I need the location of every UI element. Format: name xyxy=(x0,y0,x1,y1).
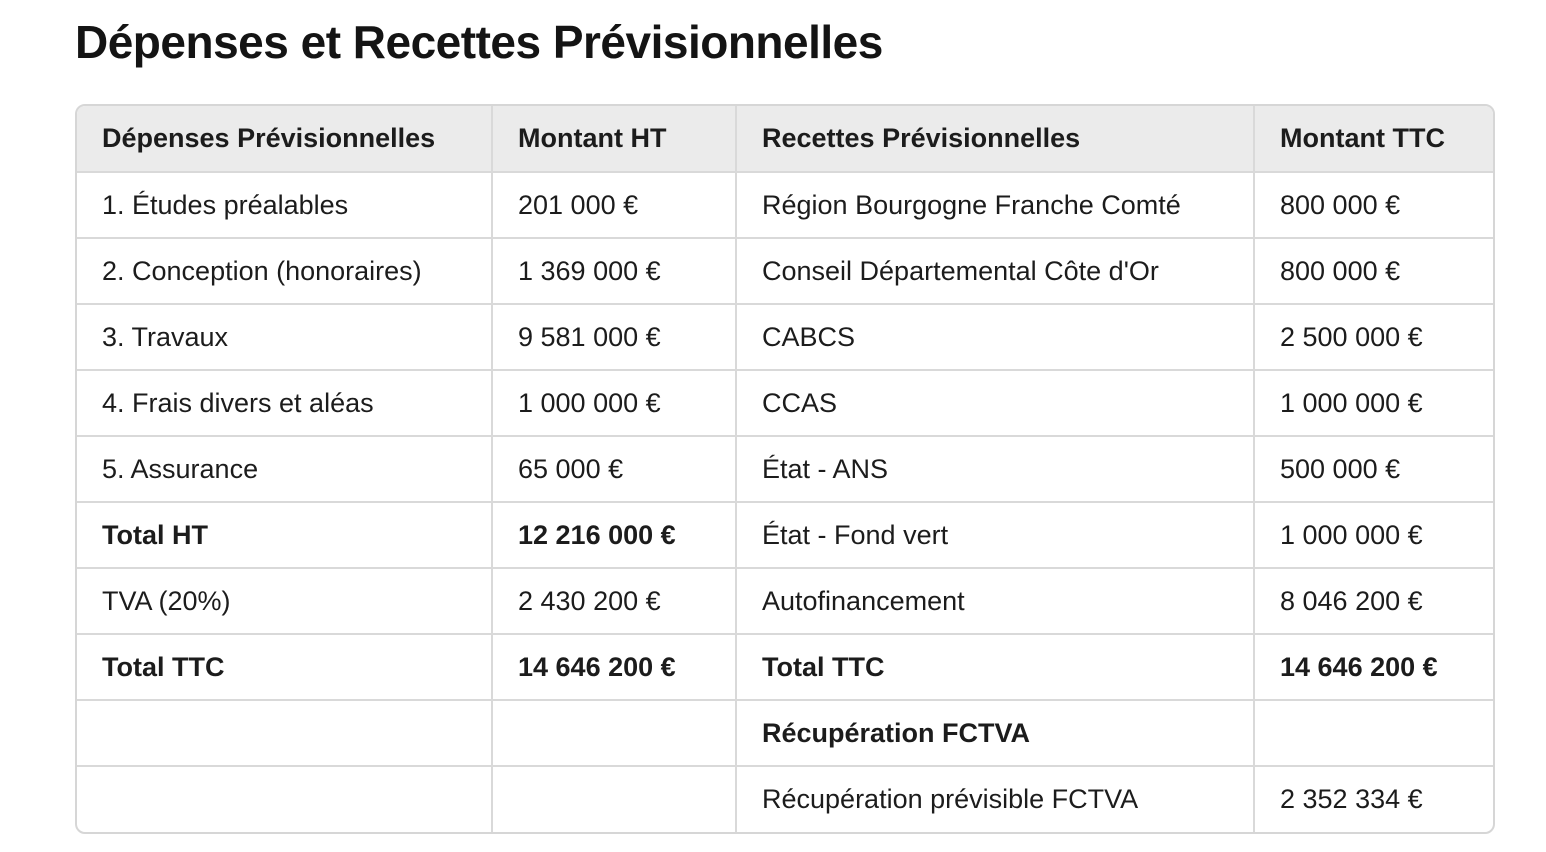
montant-ht-cell: 1 369 000 € xyxy=(492,238,736,304)
table-row xyxy=(77,700,1493,766)
header-montant-ttc: Montant TTC xyxy=(1254,106,1493,172)
recette-cell: Conseil Départemental Côte d'Or xyxy=(736,238,1254,304)
recette-cell: CCAS xyxy=(736,370,1254,436)
montant-ttc-cell: 800 000 € xyxy=(1254,238,1493,304)
montant-ttc-cell: 2 352 334 € xyxy=(1280,784,1423,814)
depense-cell: 3. Travaux xyxy=(77,304,492,370)
depense-cell xyxy=(77,700,492,766)
montant-ttc-cell: 14 646 200 € xyxy=(1254,634,1493,700)
header-depenses: Dépenses Prévisionnelles xyxy=(77,106,492,172)
table-row xyxy=(77,766,1493,832)
depense-cell: 5. Assurance xyxy=(77,436,492,502)
table-body xyxy=(77,172,1493,832)
montant-ht-cell: 9 581 000 € xyxy=(492,304,736,370)
montant-ttc-cell: 500 000 € xyxy=(1254,436,1493,502)
depense-cell: 4. Frais divers et aléas xyxy=(77,370,492,436)
header-recettes: Recettes Prévisionnelles xyxy=(736,106,1254,172)
montant-ttc-cell: 8 046 200 € xyxy=(1254,568,1493,634)
depense-cell: 2. Conception (honoraires) xyxy=(77,238,492,304)
depense-cell: TVA (20%) xyxy=(77,568,492,634)
montant-ttc-cell: 1 000 000 € xyxy=(1254,370,1493,436)
montant-ht-cell: 201 000 € xyxy=(492,172,736,238)
montant-ht-cell: 65 000 € xyxy=(492,436,736,502)
table-row xyxy=(77,502,1493,568)
budget-table-container xyxy=(75,104,1495,834)
montant-ttc-cell: 2 500 000 € xyxy=(1254,304,1493,370)
table-row xyxy=(77,172,1493,238)
depense-cell: Total HT xyxy=(77,502,492,568)
recette-cell: État - Fond vert xyxy=(736,502,1254,568)
montant-ttc-cell: 800 000 € xyxy=(1254,172,1493,238)
montant-ht-cell: 1 000 000 € xyxy=(492,370,736,436)
table-row xyxy=(77,634,1493,700)
montant-ht-cell: 2 430 200 € xyxy=(492,568,736,634)
depense-cell xyxy=(77,766,492,832)
montant-ht-cell xyxy=(492,700,736,766)
table-row xyxy=(77,568,1493,634)
recette-cell: Récupération prévisible FCTVA xyxy=(736,766,1254,832)
depense-cell: Total TTC xyxy=(77,634,492,700)
recette-cell: Total TTC xyxy=(736,634,1254,700)
header-row xyxy=(77,106,1493,172)
recette-cell: Récupération FCTVA xyxy=(736,700,1254,766)
recette-cell: État - ANS xyxy=(736,436,1254,502)
recette-cell: CABCS xyxy=(736,304,1254,370)
recette-cell: Région Bourgogne Franche Comté xyxy=(736,172,1254,238)
montant-ht-cell: 12 216 000 € xyxy=(492,502,736,568)
table-header xyxy=(77,106,1493,172)
table-row xyxy=(77,436,1493,502)
budget-table xyxy=(77,106,1493,832)
page-title: Dépenses et Recettes Prévisionnelles xyxy=(75,16,883,68)
table-row xyxy=(77,238,1493,304)
recette-cell: Autofinancement xyxy=(736,568,1254,634)
table-row xyxy=(77,370,1493,436)
montant-ttc-cell: 1 000 000 € xyxy=(1254,502,1493,568)
header-montant-ht: Montant HT xyxy=(492,106,736,172)
table-row xyxy=(77,304,1493,370)
depense-cell: 1. Études préalables xyxy=(77,172,492,238)
montant-ttc-cell xyxy=(1254,700,1493,766)
montant-ht-cell: 14 646 200 € xyxy=(492,634,736,700)
montant-ht-cell xyxy=(492,766,736,832)
